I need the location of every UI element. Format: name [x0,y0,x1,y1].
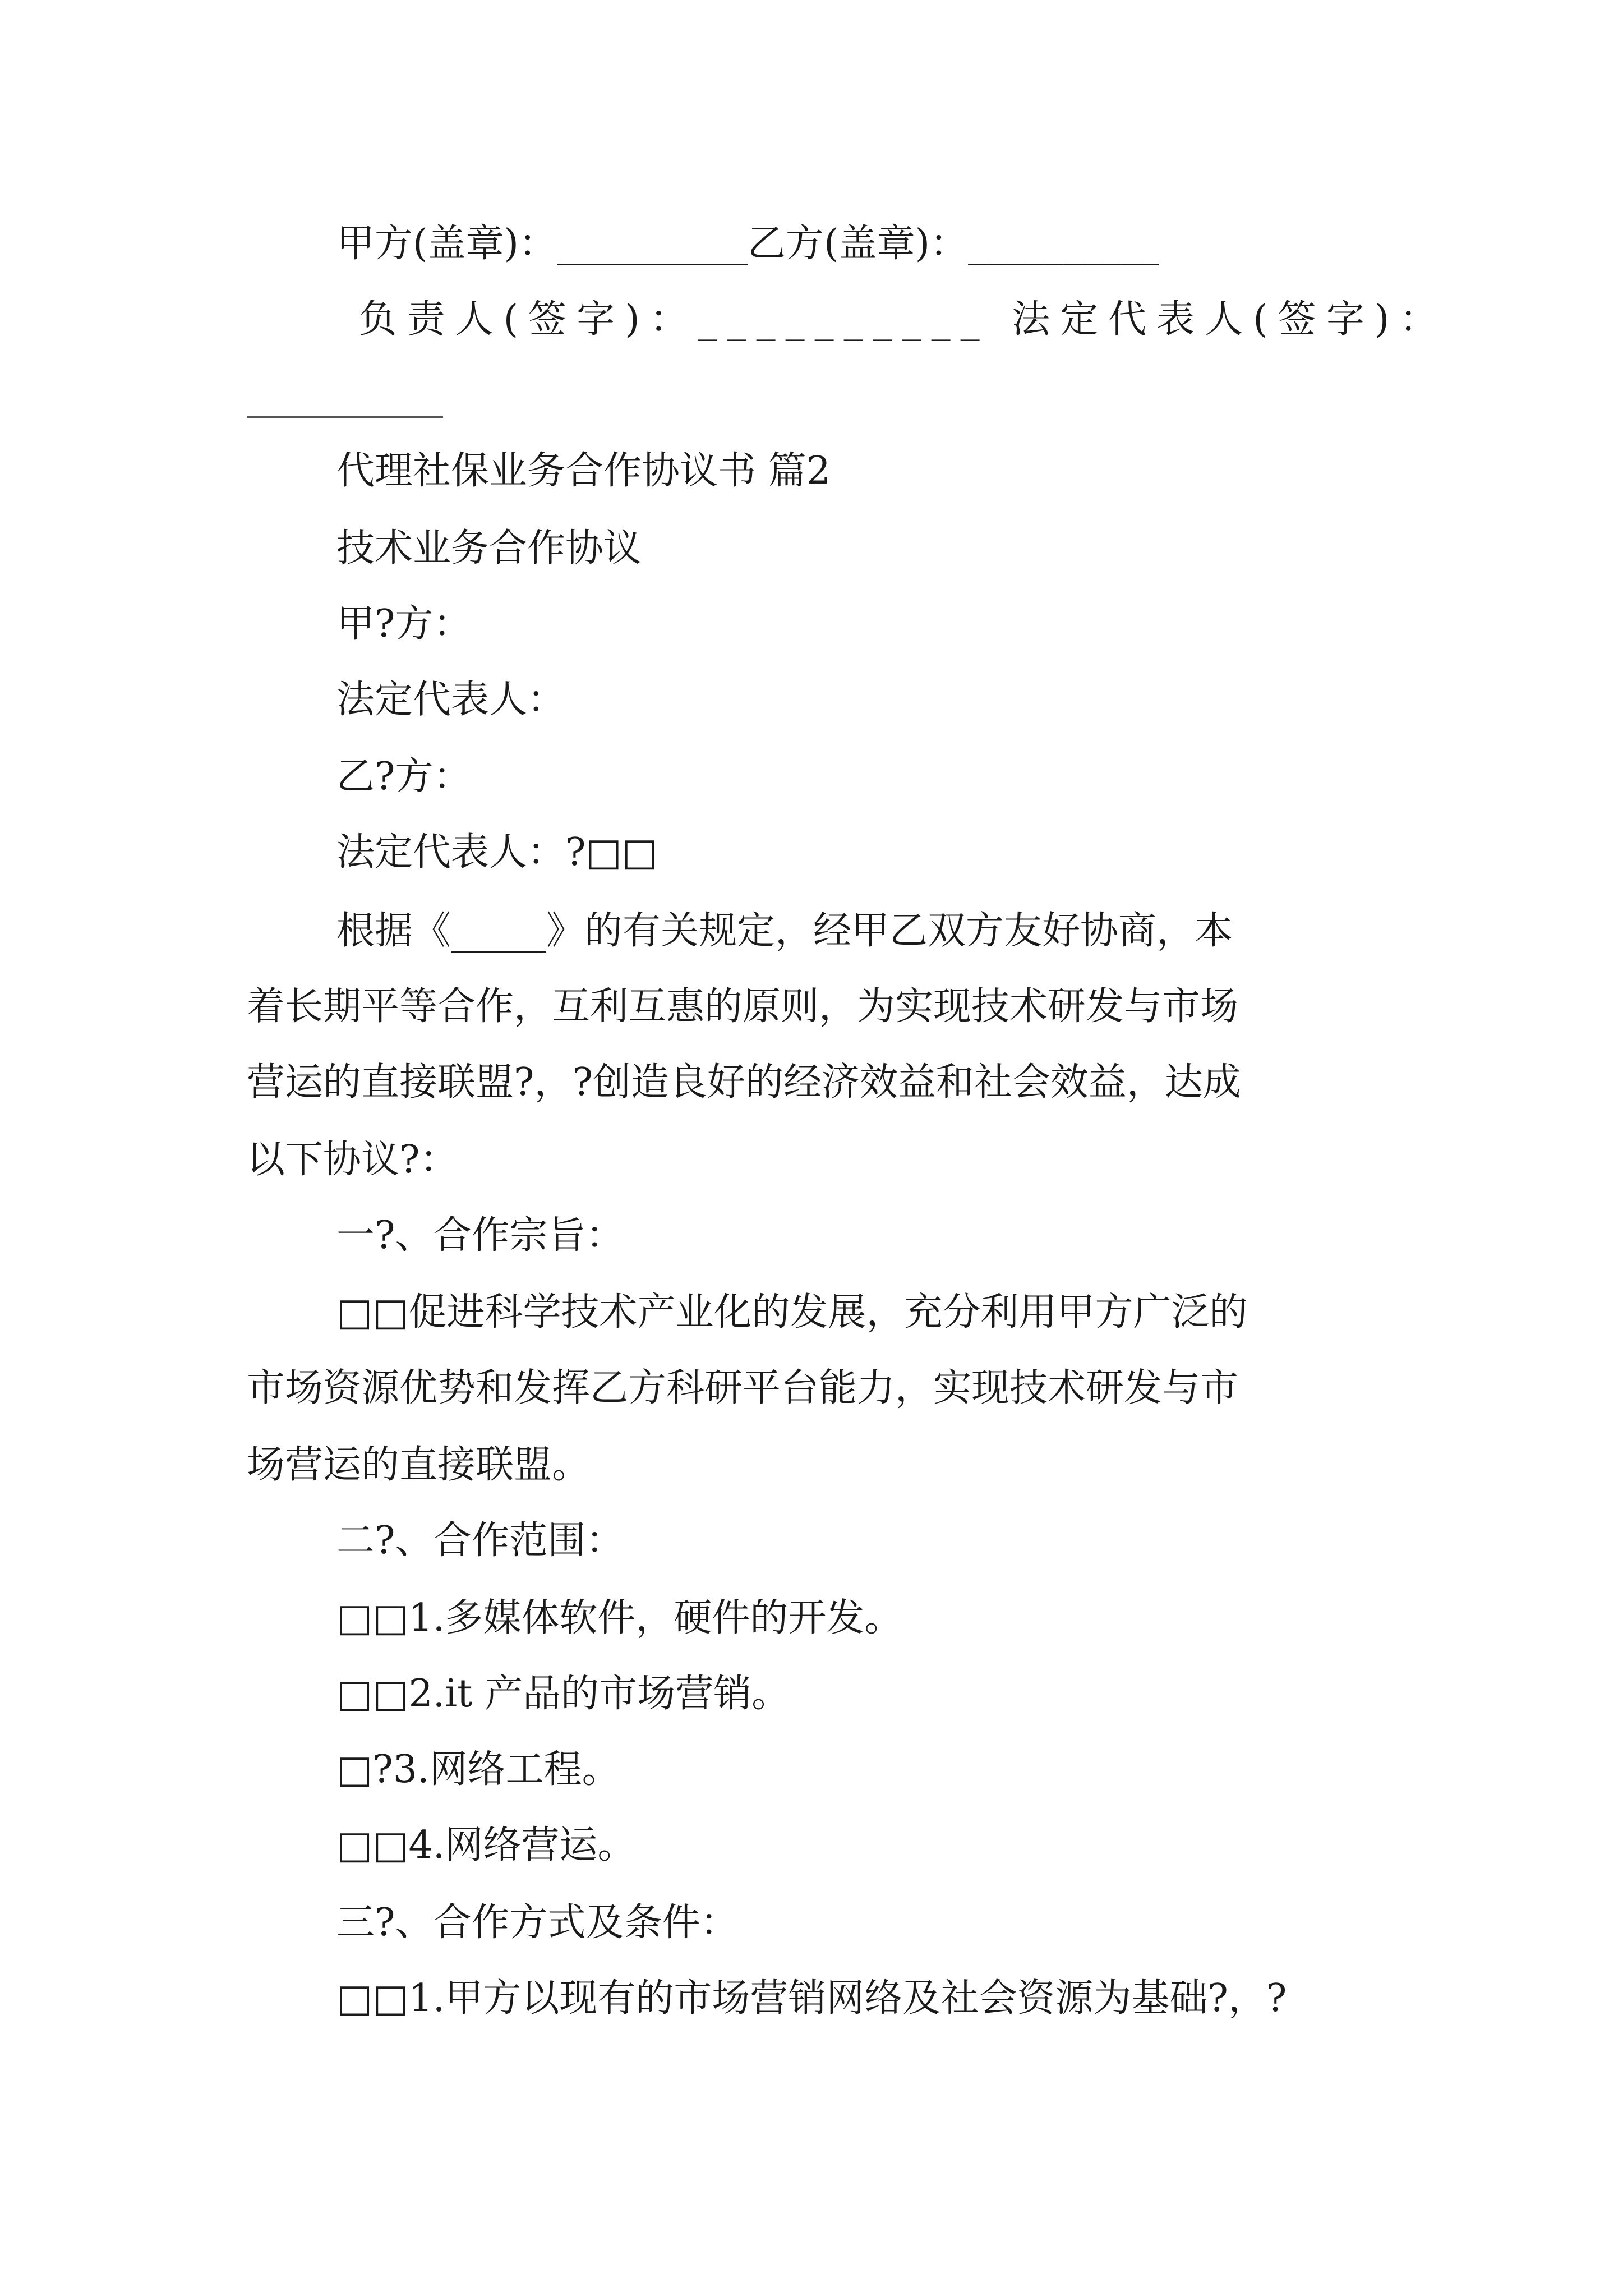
clause-1-line-3: 场营运的直接联盟。 [247,1443,591,1487]
party-b-representative: 法定代表人：?□□ [336,830,658,875]
clause-2-item-2: □□2.it 产品的市场营销。 [336,1672,790,1716]
clause-1-line-2: 市场资源优势和发挥乙方科研平台能力，实现技术研发与市 [247,1366,1239,1410]
preamble-line-2: 着长期平等合作，互利互惠的原则，为实现技术研发与市场 [247,984,1239,1029]
agreement-title: 技术业务合作协议 [336,526,642,570]
clause-3-heading: 三?、合作方式及条件： [336,1901,739,1945]
clause-2-item-3: □?3.网络工程。 [336,1747,620,1792]
preamble-line-4: 以下协议?： [247,1138,458,1182]
clause-1-line-1: □□促进科学技术产业化的发展，充分利用甲方广泛的 [336,1290,1248,1335]
clause-3-item-1: □□1.甲方以现有的市场营销网络及社会资源为基础?，? [336,1976,1287,2021]
section-heading: 代理社保业务合作协议书 篇2 [336,449,831,493]
clause-2-heading: 二?、合作范围： [336,1519,624,1563]
signature-line-responsible: 负责人(签字)：__________ 法定代表人(签字)： [336,297,1448,342]
signature-line-seal: 甲方(盖章)：__________乙方(盖章)：__________ [336,222,1159,266]
party-a: 甲?方： [336,602,472,646]
party-b: 乙?方： [336,754,472,799]
signature-blank [247,416,443,418]
preamble-line-1: 根据《_____》的有关规定，经甲乙双方友好协商，本 [336,909,1233,953]
clause-2-item-4: □□4.网络营运。 [336,1823,636,1867]
preamble-line-3: 营运的直接联盟?，?创造良好的经济效益和社会效益，达成 [247,1060,1241,1105]
clause-1-heading: 一?、合作宗旨： [336,1213,624,1258]
clause-2-item-1: □□1.多媒体软件，硬件的开发。 [336,1596,903,1640]
party-a-representative: 法定代表人： [336,678,566,722]
